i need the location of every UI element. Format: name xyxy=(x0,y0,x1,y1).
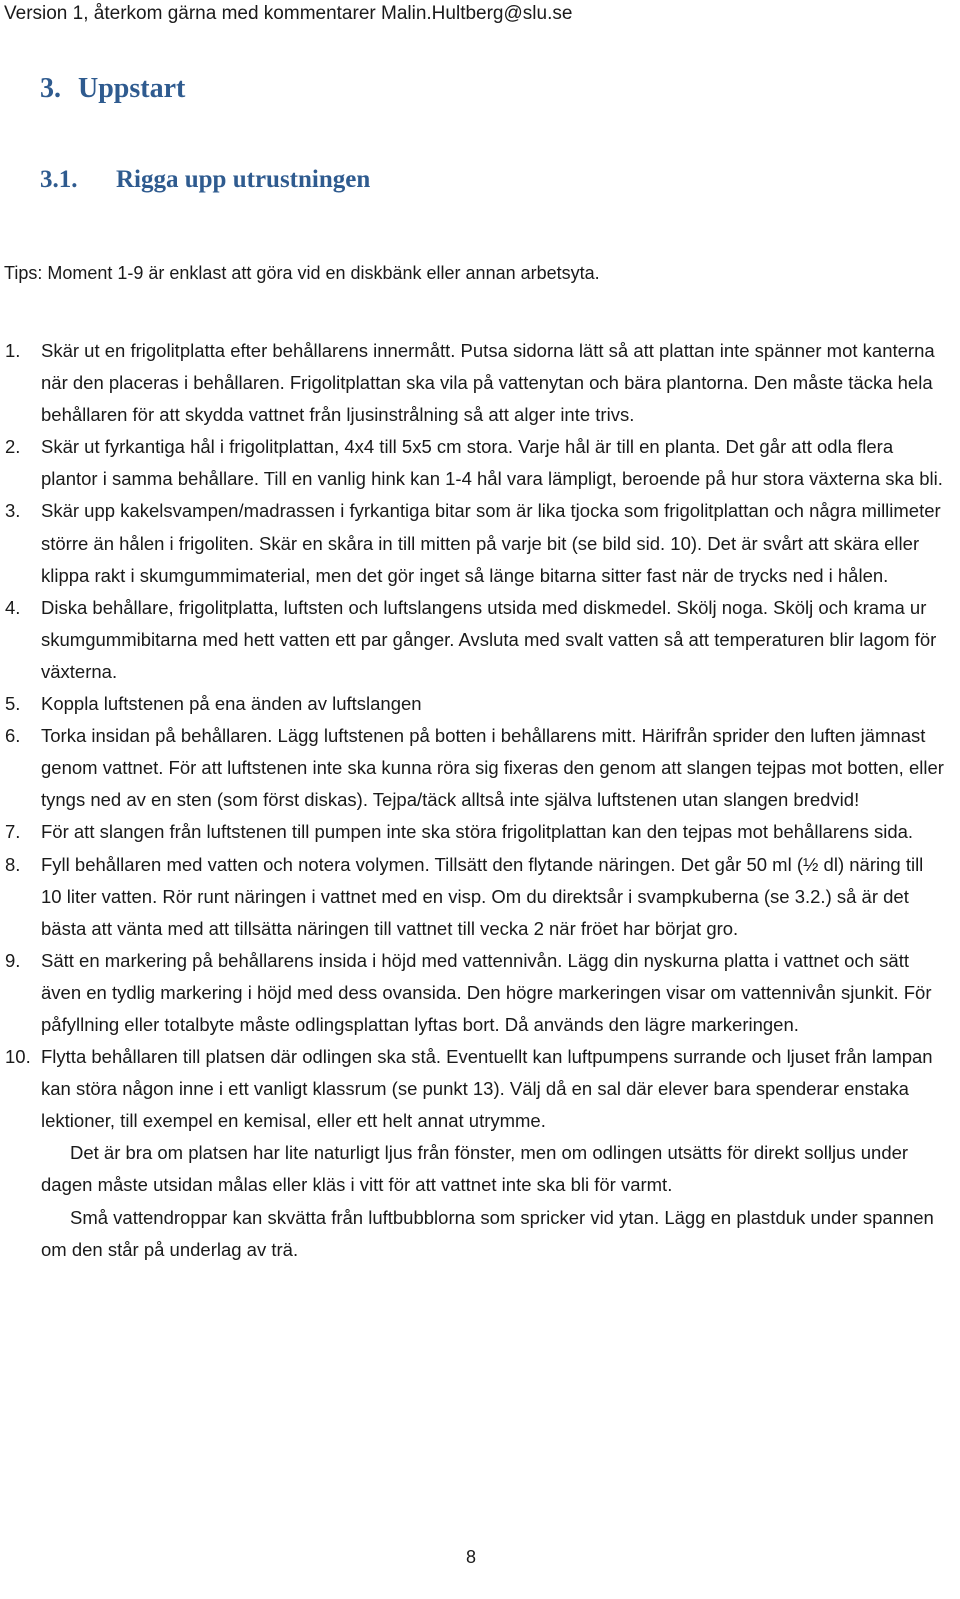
step-paragraph: Små vattendroppar kan skvätta från luftbubblorna som spricker vid ytan. Lägg en plastduk under spannen om den står på underlag av trä. xyxy=(41,1206,934,1260)
section-number: 3. xyxy=(40,73,61,104)
list-item xyxy=(0,495,960,591)
step-number: 10. xyxy=(5,1046,31,1068)
page-number: 8 xyxy=(466,1547,477,1567)
subsection-number: 3.1. xyxy=(40,166,78,193)
step-number: 5. xyxy=(5,693,21,715)
list-item xyxy=(0,720,960,816)
step-number: 8. xyxy=(5,853,21,875)
step-number: 1. xyxy=(5,340,21,361)
step-number: 9. xyxy=(5,949,21,971)
step-text: Diska behållare, frigolitplatta, luftsten och luftslangens utsida med diskmedel. Skölj noga. Skölj och krama ur skumgummibitarna med hett vatten ett par gånger. Avsluta med svalt vatten så att temperaturen blir lagom för växterna. xyxy=(41,596,937,682)
step-number: 6. xyxy=(5,725,21,747)
step-text: Flytta behållaren till platsen där odlingen ska stå. Eventuellt kan luftpumpens surrande och ljuset från lampan kan störa någon inne i ett vanligt klassrum (se punkt 13). Välj då en sal där elever bara spenderar enstaka lektioner, till exempel en kemisal, eller ett helt annat utrymme. xyxy=(41,1046,933,1132)
section-title: Uppstart xyxy=(78,73,186,104)
list-item xyxy=(0,431,960,495)
step-number: 7. xyxy=(5,821,21,843)
step-text: Sätt en markering på behållarens insida i höjd med vattennivån. Lägg din nyskurna platta i vattnet och sätt även en tydlig markering i höjd med dess ovansida. Den högre markeringen visar om vattennivån sjunkit. För påfyllning eller totalbyte måste odlingsplattan lyftas bort. Då används den lägre markeringen. xyxy=(41,949,932,1035)
version-header: Version 1, återkom gärna med kommentarer Malin.Hultberg@slu.se xyxy=(4,3,573,24)
list-item xyxy=(0,816,960,848)
tips-text: Tips: Moment 1-9 är enklast att göra vid en diskbänk eller annan arbetsyta. xyxy=(4,263,600,283)
subsection-title: Rigga upp utrustningen xyxy=(116,166,371,193)
step-paragraph: Det är bra om platsen har lite naturligt ljus från fönster, men om odlingen utsätts för direkt solljus under dagen måste utsidan målas eller kläs i vitt för att vattnet inte ska bli för varmt. xyxy=(41,1142,909,1196)
step-text: Skär ut fyrkantiga hål i frigolitplattan, 4x4 till 5x5 cm stora. Varje hål är till en planta. Det går att odla flera plantor i samma behållare. Till en vanlig hink kan 1-4 hål vara lämpligt, beroende på hur stora växterna ska bli. xyxy=(41,436,943,490)
step-text: Skär upp kakelsvampen/madrassen i fyrkantiga bitar som är lika tjocka som frigolitplattan och några millimeter större än hålen i frigoliten. Skär en skåra in till mitten på varje bit (se bild sid. 10). Det är svårt att skära eller klippa rakt i skumgummimaterial, men det gör inget så länge bitarna sitter fast när de trycks ned i hålen. xyxy=(41,500,941,586)
step-text: För att slangen från luftstenen till pumpen inte ska störa frigolitplattan kan den tejpas mot behållarens sida. xyxy=(41,821,914,843)
subsection-heading xyxy=(40,163,370,197)
step-number: 4. xyxy=(5,596,21,618)
list-item xyxy=(0,688,960,720)
step-text: Skär ut en frigolitplatta efter behållarens innermått. Putsa sidorna lätt så att plattan inte spänner mot kanterna när den placeras i behållaren. Frigolitplattan ska vila på vattenytan och bära plantorna. Den måste täcka hela behållaren för att skydda vattnet från ljusinstrålning så att alger inte trivs. xyxy=(41,340,935,426)
list-item xyxy=(0,945,960,1041)
steps-list xyxy=(0,335,960,1266)
step-text: Fyll behållaren med vatten och notera volymen. Tillsätt den flytande näringen. Det går 50 ml (½ dl) näring till 10 liter vatten. Rör runt näringen i vattnet med en visp. Om du direktsår i svampkuberna (se 3.2.) så är det bästa att vänta med att tillsätta näringen till vattnet till vecka 2 när fröet har börjat gro. xyxy=(41,853,924,939)
list-item xyxy=(0,592,960,688)
step-text: Torka insidan på behållaren. Lägg luftstenen på botten i behållarens mitt. Härifrån sprider den luften jämnast genom vattnet. För att luftstenen inte ska kunna röra sig fixeras den genom att slangen tejpas mot botten, eller tyngs ned av en sten (som först diskas). Tejpa/täck alltså inte själva luftstenen utan slangen bredvid! xyxy=(41,725,944,811)
section-heading xyxy=(40,70,185,108)
step-number: 2. xyxy=(5,436,21,458)
list-item xyxy=(0,335,960,431)
step-text: Koppla luftstenen på ena änden av luftslangen xyxy=(41,693,422,715)
list-item xyxy=(0,849,960,945)
list-item xyxy=(0,1041,960,1266)
step-number: 3. xyxy=(5,500,21,522)
